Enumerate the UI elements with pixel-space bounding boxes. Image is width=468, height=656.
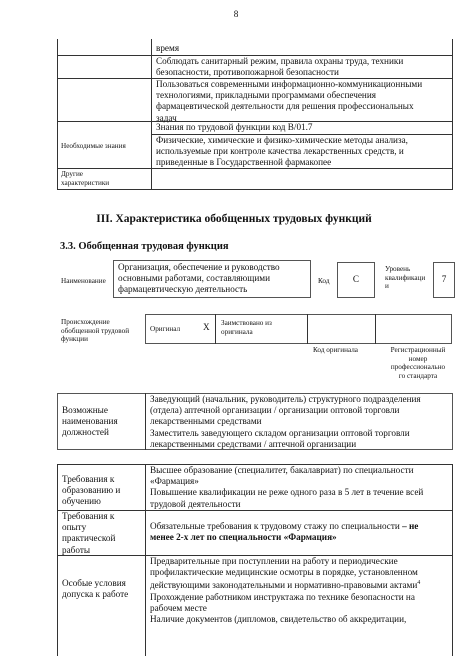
- level-label: Уровень квалификаци и: [385, 265, 426, 291]
- table-cell: Знания по трудовой функции код В/01.7: [156, 122, 313, 132]
- code-value: C: [352, 274, 360, 284]
- function-name: Организация, обеспечение и руководство основными работами, составляющими фармацевтическую деятельность: [118, 262, 280, 295]
- table-cell: время: [156, 43, 180, 53]
- origin-label: Происхождение обобщенной трудовой функции: [61, 318, 130, 344]
- row-label-necessary-knowledge: Необходимые знания: [61, 142, 126, 150]
- reg-number-caption: Регистрационный номер профессионально го стандарта: [390, 346, 446, 380]
- name-label: Наименование: [61, 277, 106, 285]
- footnote-mark: 4: [417, 580, 421, 587]
- page-number: 8: [233, 9, 239, 19]
- experience-value: Обязательные требования к трудовому стажу по специальности – не менее 2-х лет по специальности «Фармация»: [150, 521, 419, 543]
- table-cell: Соблюдать санитарный режим, правила охраны труда, техники безопасности, противопожарной безопасности: [156, 56, 404, 78]
- education-label: Требования к образованию и обучению: [62, 474, 121, 507]
- table-cell: Физические, химические и физико-химические методы анализа, используемые при контроле качества лекарственных средств, и приведенные в Государственной фармакопее: [156, 135, 408, 168]
- positions-value: Заведующий (начальник, руководитель) структурного подразделения (отдела) аптечной организации / организации оптовой торговли лекарственными средствами Заместитель заведующего складом организации оптовой торговли лекарственными средствами / аптечной организации: [150, 394, 421, 449]
- experience-label: Требования к опыту практической работы: [62, 511, 116, 555]
- borrowed-label: Заимствовано из оригинала: [221, 319, 272, 336]
- level-value: 7: [441, 274, 447, 284]
- original-mark: X: [203, 322, 210, 332]
- admission-label: Особые условия допуска к работе: [62, 578, 129, 600]
- positions-label: Возможные наименования должностей: [62, 405, 118, 438]
- section-title: III. Характеристика обобщенных трудовых функций: [96, 213, 372, 225]
- subsection-title: 3.3. Обобщенная трудовая функция: [60, 241, 229, 252]
- table-cell: Пользоваться современными информационно-коммуникационными технологиями, прикладными программами обеспечения фармацевтической деятельности для решения профессиональных задач: [156, 79, 423, 123]
- original-label: Оригинал: [150, 325, 181, 333]
- row-label-other-characteristics: Другие характеристики: [61, 170, 110, 187]
- admission-value: Предварительные при поступлении на работу и периодические профилактические медицинские осмотры в порядке, установленном действующими законодательными и нормативно-правовыми актами$^4$ Прохождение работником инструктажа по технике безопасности на рабочем месте Наличие документов (дипломов, свидетельство об аккредитации,: [150, 556, 421, 625]
- code-original-caption: Код оригинала: [313, 346, 358, 354]
- code-label: Код: [318, 277, 330, 285]
- education-value: Высшее образование (специалитет, бакалавриат) по специальности «Фармация» Повышение квалификации не реже одного раза в 5 лет в течение всей трудовой деятельности: [150, 465, 424, 509]
